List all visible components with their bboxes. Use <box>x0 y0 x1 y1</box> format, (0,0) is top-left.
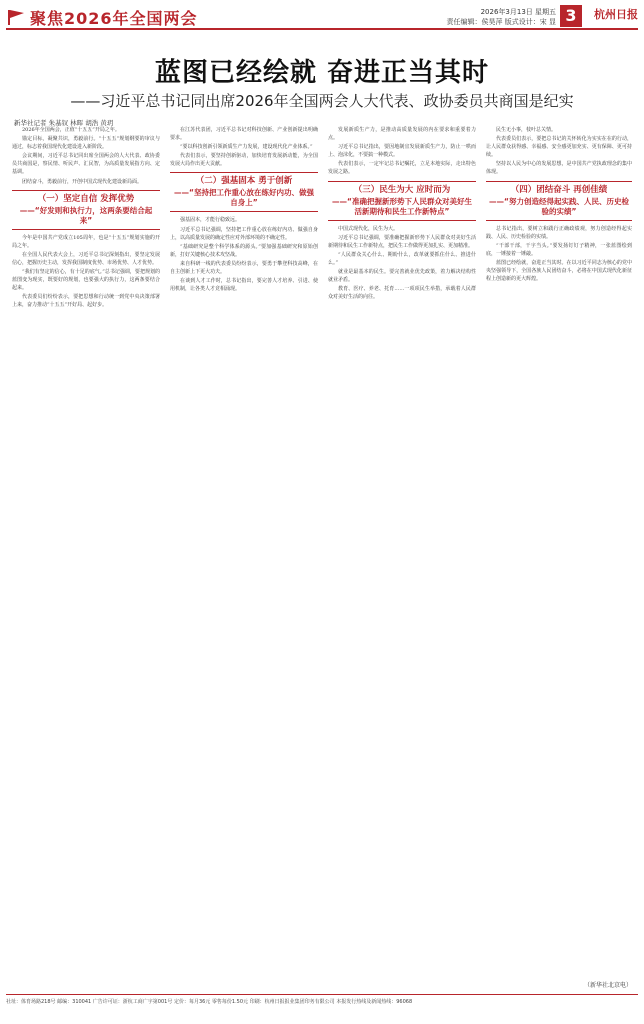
section-subheading: ——“准确把握新形势下人民群众对美好生活新期待和民生工作新特点” <box>332 196 472 216</box>
paragraph: “我们有坚定的信心，有十足的底气。”总书记强调，要把规划的蓝图变为现实，既要好的规划，也要强大的执行力，这两条要结合起来。 <box>12 269 160 292</box>
section-heading-box <box>486 181 632 221</box>
paragraph: 今年是中国共产党成立105周年，也是“十五五”规划实施的开局之年。 <box>12 234 160 249</box>
paragraph: 2026年全国两会，正值“十五五”开局之年。 <box>22 127 120 133</box>
paragraph: 在全国人民代表大会上，习近平总书记深刻指出，要坚定发展信心，把握历史主动，发挥我国制度优势、市场优势、人才优势。 <box>12 251 160 266</box>
paragraph: 会议期间，习近平总书记同出席全国两会的人大代表、政协委员共商国是，察民情、听民声、汇民智，为高质量发展指方向、定基调。 <box>12 153 160 176</box>
section-subheading: ——“坚持把工作重心放在练好内功、做强自身上” <box>174 188 314 208</box>
article-column-4 <box>486 126 632 982</box>
paragraph: “人民群众关心什么、期盼什么，改革就要抓住什么、推进什么。” <box>328 251 476 266</box>
paragraph: 就业是最基本的民生。要完善就业优先政策，着力解决结构性就业矛盾。 <box>328 269 476 284</box>
page-number: 3 <box>560 5 582 27</box>
paragraph: 习近平总书记指出，要因地制宜发展新质生产力，防止一哄而上、泡沫化，不要搞一种模式。 <box>328 144 476 159</box>
paper-name: 杭州日报 <box>594 8 638 21</box>
red-flag-icon <box>6 8 26 26</box>
editor-line: 责任编辑：侯昊萍 版式设计：宋 显 <box>446 18 556 26</box>
paragraph: 代表们表示，一定牢记总书记嘱托，立足本地实际，走出特色发展之路。 <box>328 161 476 176</box>
section-heading: （二）强基固本 勇于创新 <box>195 176 293 187</box>
subheadline: ——习近平总书记同出席2026年全国两会人大代表、政协委员共商国是纪实 <box>70 92 574 110</box>
paragraph: “要以科技创新引领新质生产力发展，建设现代化产业体系。” <box>180 144 313 151</box>
headline: 蓝图已经绘就 奋进正当其时 <box>154 58 490 88</box>
end-note: （新华社北京电） <box>583 982 632 989</box>
section-subheading: ——“好发则和执行力，这两条要结合起来” <box>19 205 153 225</box>
paragraph: 强基固本，才能行稳致远。 <box>180 217 241 224</box>
paragraph: 代表们表示，要坚持创新驱动，加快培育发展新动能，为全国发展大局作出更大贡献。 <box>170 153 318 168</box>
article-column-3 <box>328 126 476 982</box>
paragraph: 习近平总书记强调，要准确把握新形势下人民群众对美好生活新期待和民生工作新特点，把民生工作做得更加扎实、更加精准。 <box>328 234 476 249</box>
section-heading-box <box>170 172 318 212</box>
paragraph: 代表委员们纷纷表示，要把思想和行动统一到党中央决策部署上来，奋力推动“十五五”开好局、起好步。 <box>12 294 160 309</box>
article-column-1 <box>12 126 160 982</box>
paragraph: 民生无小事，枝叶总关情。 <box>496 127 557 133</box>
paragraph: 总书记指出，要树立和践行正确政绩观，努力创造经得起实践、人民、历史检验的实绩。 <box>486 225 632 240</box>
section-heading: （四）团结奋斗 再创佳绩 <box>510 184 608 195</box>
paragraph: 锚定目标，凝聚共识，勇毅前行。“十五五”规划纲要的审议与通过，标志着我国现代化建设进入新阶段。 <box>12 136 160 151</box>
section-heading-box <box>12 190 160 230</box>
footer-info: 社址：体育场路218号 邮编：310041 广告许可证：浙杭工商广字第001号 定价：每月36元 零售每份1.50元 印刷：杭州日报报业集团印务有限公司 本报发行热线及新闻热线：96068 <box>6 994 638 1020</box>
section-title: 聚焦2026年全国两会 <box>30 9 198 28</box>
paragraph: 在谈到人才工作时，总书记指出，要完善人才培养、引进、使用机制，让各类人才竞相涌现。 <box>170 278 318 293</box>
paragraph: 蓝图已经绘就，奋进正当其时。在以习近平同志为核心的党中央坚强领导下，全国各族人民团结奋斗，必将在中国式现代化新征程上创造新的更大辉煌。 <box>486 259 632 283</box>
article-column-2 <box>170 126 318 982</box>
paragraph: 坚持以人民为中心的发展思想，是中国共产党执政理念的集中体现。 <box>486 161 632 176</box>
paragraph: 在江苏代表团，习近平总书记对科技创新、产业创新提出明确要求。 <box>170 127 318 142</box>
section-heading: （一）坚定自信 发挥优势 <box>37 193 135 204</box>
byline: 新华社记者 朱基钗 林晖 胡浩 黄玥 <box>14 119 114 127</box>
page-meta <box>447 7 556 27</box>
paragraph: 团结奋斗，勇毅前行，开创中国式现代化建设新局面。 <box>22 178 143 185</box>
paragraph: 习近平总书记强调，坚持把工作重心放在练好内功、做强自身上，以高质量发展的确定性应对外部环境的不确定性。 <box>170 226 318 241</box>
section-heading-box <box>328 181 476 221</box>
paragraph: 来自科研一线的代表委员纷纷表示，要勇于攀登科技高峰，在自主创新上下更大功夫。 <box>170 260 318 276</box>
section-heading: （三）民生为大 应时而为 <box>353 184 451 195</box>
paragraph: “基础研究是整个科学体系的源头。”要加强基础研究和原始创新，打好关键核心技术攻坚战。 <box>170 243 318 258</box>
paragraph: 中国式现代化，民生为大。 <box>338 225 399 232</box>
section-subheading: ——“努力创造经得起实践、人民、历史检验的实绩” <box>489 196 629 216</box>
date-line: 2026年3月13日 星期五 <box>480 8 556 16</box>
paragraph: “干部干部，干字当头。”要发扬钉钉子精神，一张蓝图绘到底，一锤接着一锤敲。 <box>486 242 632 257</box>
paragraph: 代表委员们表示，要把总书记的关怀转化为实实在在的行动，让人民群众获得感、幸福感、安全感更加充实、更有保障、更可持续。 <box>486 136 632 159</box>
paragraph: 发展新质生产力，是推动高质量发展的内在要求和重要着力点。 <box>328 127 476 142</box>
paragraph: 教育、医疗、养老、托育……一项项民生举措，承载着人民群众对美好生活的向往。 <box>328 286 476 301</box>
masthead <box>6 4 638 30</box>
